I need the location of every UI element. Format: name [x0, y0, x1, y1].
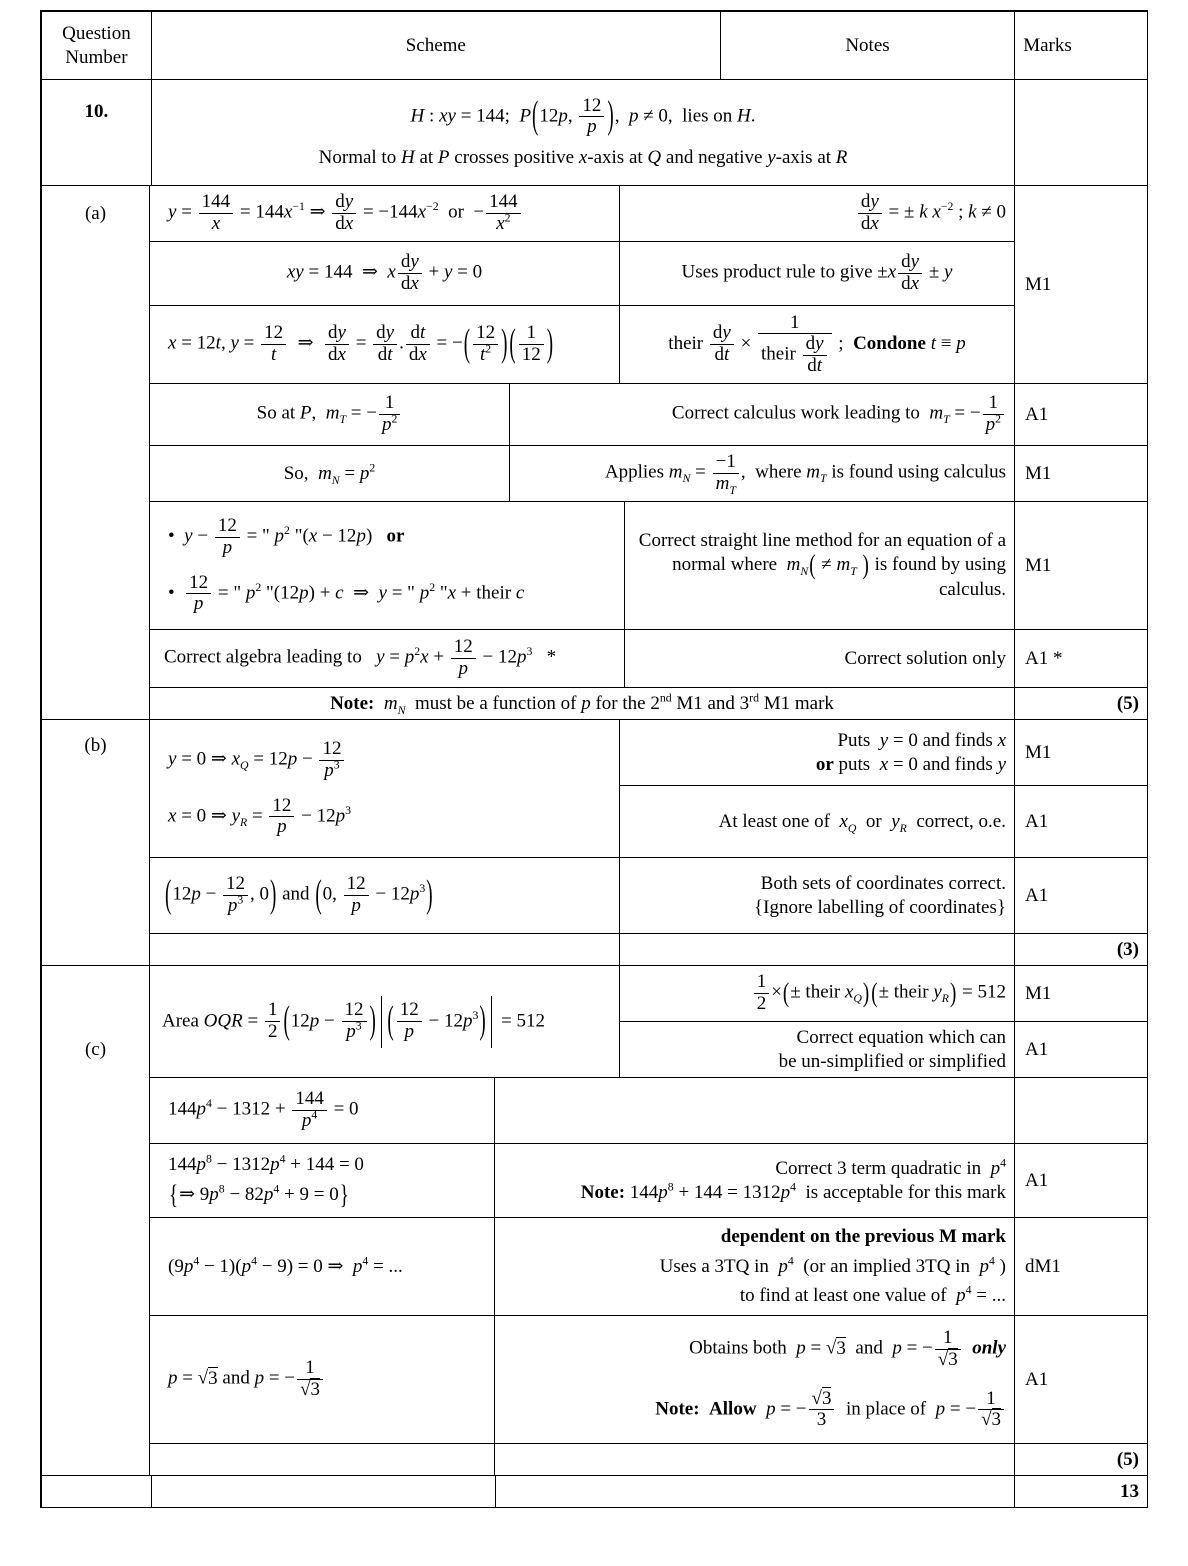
mark-scheme-page: [0, 10, 1188, 1566]
part-b-mark-a1-both-correct: A1: [1015, 858, 1148, 934]
part-a-calculus-block: [150, 186, 1148, 384]
part-b-coordinates-note: Both sets of coordinates correct. {Ignore labelling of coordinates}: [620, 858, 1015, 934]
part-c-area-note-row1: [620, 966, 1148, 1022]
part-b-note-row2: [620, 786, 1148, 858]
part-a-row6-bullet2: • $\frac{12}{p}$ = " $p^2$ "(12p) + c ⇒ y = " $p^2$ "x + their c: [168, 571, 525, 615]
part-a-mark-a1-gradient: A1: [1015, 384, 1148, 446]
header-notes: Notes: [721, 12, 1015, 80]
part-b-note1: Puts y = 0 and finds x or puts x = 0 and finds y: [620, 720, 1015, 786]
part-c-allow-note: Note: Allow p = − $\frac{√3}{3}$ in place of p = − $\frac{1}{√3}$: [503, 1389, 1006, 1431]
part-a-mark-m1-line-method: M1: [1015, 502, 1148, 630]
part-c-area-note-row2: [620, 1022, 1148, 1078]
part-c-obtains-note: Obtains both p = √3 and p = − $\frac{1}{√3}$ only: [689, 1327, 1006, 1370]
part-c-row4-note: dependent on the previous M mark Uses a 3TQ in $p^4$ (or an implied 3TQ in $p^4$ ) to find at least one value of $p^4$ = ...: [495, 1218, 1015, 1316]
total-marks: 13: [1015, 1476, 1148, 1508]
part-a-mark-a1-star: A1 *: [1015, 630, 1148, 688]
part-c-row4-scheme: $(9p^4 - 1)(p^4 - 9) = 0$ ⇒ $p^4$ = ...: [150, 1218, 495, 1316]
question-10-line1: H : xy = 144; P(12p, $\frac{12}{p}$ ), p ≠ 0, lies on H.: [410, 94, 756, 138]
part-c-label: (c): [42, 966, 150, 1476]
part-a-row7-note: Correct solution only: [625, 630, 1015, 688]
part-c-row3: [150, 1144, 1148, 1218]
total-scheme-empty: [152, 1476, 496, 1508]
part-b-xq-formula: y = 0 ⇒ $x_Q = 12p$ − $\frac{12}{p^3}$: [168, 739, 611, 781]
question-10-marks-empty: [1015, 80, 1148, 186]
part-a-mark-m1-normal-gradient: M1: [1015, 446, 1148, 502]
part-c-row3-note: Correct 3 term quadratic in $p^4$ Note: $144p^8 + 144 = 1312p^4$ is acceptable for this mark: [495, 1144, 1015, 1218]
part-a-note-row: [150, 688, 1148, 720]
part-a-row6-bullet1: • y − $\frac{12}{p}$ = " $p^2$ "(x − 12p) or: [168, 515, 405, 558]
part-c-mark-a1-quadratic: A1: [1015, 1144, 1148, 1218]
part-a-row6-scheme: [150, 502, 625, 630]
part-a-row1: [150, 186, 1015, 242]
part-a-row6-note: Correct straight line method for an equation of a normal where $m_N( \ne m_T$ ) is found by using calculus.: [625, 502, 1015, 630]
part-a-mark-m1-calculus: M1: [1015, 186, 1148, 384]
part-c-area-scheme: Area OQR = $\frac{1}{2}$ (12p − $\frac{12}{p^3}$ ) ( $\frac{12}{p}$ − $12p^3) = 512$: [150, 966, 620, 1078]
part-b-subtotal: (3): [1015, 934, 1148, 966]
part-b-content: [150, 720, 1148, 966]
part-b-yr-formula: x = 0 ⇒ $y_R$ = $\frac{12}{p}$ − $12p^3$: [168, 794, 352, 838]
part-c-row2: [150, 1078, 1148, 1144]
part-b-section: [42, 720, 1148, 966]
part-a-row1-scheme: y = $\frac{144}{x}$ = $144x^{-1}$ ⇒ $\frac{dy}{dx}$ = $-144x^{-2}$ or − $\frac{144}{x^2}$: [150, 186, 620, 242]
part-c-row5: [150, 1316, 1148, 1444]
part-c-row2-mark-empty: [1015, 1078, 1148, 1144]
part-a-content: [150, 186, 1148, 720]
part-b-subtotal-row: [150, 934, 1148, 966]
header-marks: Marks: [1015, 12, 1148, 80]
part-c-row2-scheme: $144p^4 - 1312$ + $\frac{144}{p^4}$ = 0: [150, 1078, 495, 1144]
part-c-row4: [150, 1218, 1148, 1316]
part-b-empty-note: [620, 934, 1015, 966]
part-c-quadratic-line2: {⇒ $9p^8 - 82p^4 + 9 = 0$}: [169, 1179, 349, 1211]
part-a-row3: [150, 306, 1015, 384]
part-a-note-text: Note: $m_N$ must be a function of p for the 2nd M1 and 3rd M1 mark: [150, 688, 1015, 720]
part-a-row4-note: Correct calculus work leading to $m_T$ = − $\frac{1}{p^2}$: [510, 384, 1015, 446]
part-c-row3-scheme: [150, 1144, 495, 1218]
part-a-label: (a): [42, 186, 150, 720]
part-a-row5: [150, 446, 1148, 502]
mark-scheme-table: [40, 10, 1148, 1508]
part-c-row5-scheme: p = √3 and p = − $\frac{1}{√3}$: [150, 1316, 495, 1444]
part-c-area-block: [150, 966, 1148, 1078]
part-a-section: [42, 186, 1148, 720]
part-c-mark-a1-values: A1: [1015, 1316, 1148, 1444]
table-header-row: [42, 12, 1148, 80]
part-b-label: (b): [42, 720, 150, 966]
header-scheme: Scheme: [152, 12, 721, 80]
part-a-subtotal: (5): [1015, 688, 1148, 720]
header-question-number: Question Number: [42, 12, 152, 80]
part-c-row2-note-empty: [495, 1078, 1015, 1144]
question-10-row: [42, 80, 1148, 186]
part-a-row3-scheme: x = 12t, y = $\frac{12}{t}$ ⇒ $\frac{dy}{dx}$ = $\frac{dy}{dt}$ . $\frac{dt}{dx}$ = −( $\frac{12}{t^2}$ ) ( $\frac{1}{12}$ ): [150, 306, 620, 384]
part-a-row7: [150, 630, 1148, 688]
part-c-mark-dm1: dM1: [1015, 1218, 1148, 1316]
part-a-row1-note: $\frac{dy}{dx}$ = ± k $x^{-2}$ ; k ≠ 0: [620, 186, 1015, 242]
part-b-mark-a1-one-correct: A1: [1015, 786, 1148, 858]
part-b-intercepts-block: [150, 720, 1148, 858]
question-10-line2: Normal to H at P crosses positive x-axis at Q and negative y-axis at R: [318, 146, 848, 168]
question-10-statement: [152, 80, 1015, 186]
part-b-empty-scheme: [150, 934, 620, 966]
part-c-area-note1: $\frac{1}{2}$ ×(± their $x_Q$) (± their $y_R) = 512$: [620, 966, 1015, 1022]
part-a-row2: [150, 242, 1015, 306]
part-c-section: [42, 966, 1148, 1476]
part-b-coordinates-scheme: (12p − $\frac{12}{p^3}$ , 0) and (0, $\frac{12}{p}$ − $12p^3$): [150, 858, 620, 934]
part-c-area-note2: Correct equation which can be un-simplified or simplified: [620, 1022, 1015, 1078]
part-b-note2: At least one of $x_Q$ or $y_R$ correct, o.e.: [620, 786, 1015, 858]
part-a-row2-scheme: xy = 144 ⇒ x $\frac{dy}{dx}$ + y = 0: [150, 242, 620, 306]
total-qcol-empty: [42, 1476, 152, 1508]
part-a-row4-scheme: So at P, $m_T$ = − $\frac{1}{p^2}$: [150, 384, 510, 446]
part-b-row3: [150, 858, 1148, 934]
part-b-mark-m1: M1: [1015, 720, 1148, 786]
part-a-row7-scheme: Correct algebra leading to $y = p^2x$ + $\frac{12}{p}$ − $12p^3$ *: [150, 630, 625, 688]
part-c-mark-a1-equation: A1: [1015, 1022, 1148, 1078]
total-note-empty: [496, 1476, 1015, 1508]
part-b-intercepts-scheme: [150, 720, 620, 858]
total-row: [42, 1476, 1148, 1508]
part-a-row5-scheme: So, $m_N = p^2$: [150, 446, 510, 502]
question-number-10: 10.: [42, 80, 152, 186]
part-c-content: [150, 966, 1148, 1476]
part-b-note-row1: [620, 720, 1148, 786]
part-c-empty-note: [495, 1444, 1015, 1476]
part-a-row4: [150, 384, 1148, 446]
part-a-row6: [150, 502, 1148, 630]
part-a-row5-note: Applies $m_N$ = $\frac{-1}{m_T}$ , where $m_T$ is found using calculus: [510, 446, 1015, 502]
part-c-mark-m1-area: M1: [1015, 966, 1148, 1022]
part-c-empty-scheme: [150, 1444, 495, 1476]
part-c-quadratic-line1: $144p^8 - 1312p^4 + 144 = 0$: [168, 1153, 364, 1176]
part-a-row2-note: Uses product rule to give ±x $\frac{dy}{dx}$ ± y: [620, 242, 1015, 306]
part-a-row3-note: their $\frac{dy}{dt}$ × 1 their $\frac{dy}{dt}$ ; Condone t ≡ p: [620, 306, 1015, 384]
part-c-subtotal: (5): [1015, 1444, 1148, 1476]
part-c-subtotal-row: [150, 1444, 1148, 1476]
part-c-row5-note: [495, 1316, 1015, 1444]
